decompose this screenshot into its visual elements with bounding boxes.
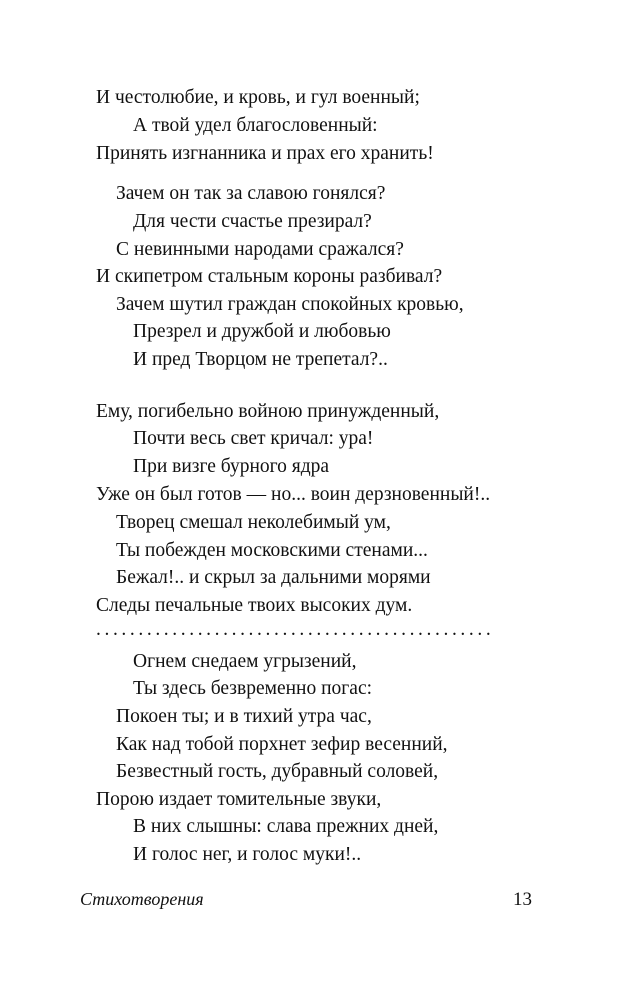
poem-line: Презрел и дружбой и любовью (133, 321, 391, 342)
poem-line: Следы печальные твоих высоких дум. (96, 595, 413, 616)
poem-line: Безвестный гость, дубравный соловей, (116, 761, 439, 782)
poem-line: И пред Творцом не трепетал?.. (133, 349, 388, 370)
poem-line: И скипетром стальным короны разбивал? (96, 266, 443, 287)
poem-line: И голос нег, и голос муки!.. (133, 844, 362, 865)
page-number: 13 (513, 889, 532, 910)
poem-line: Принять изгнанника и прах его хранить! (96, 143, 434, 164)
poem-line: Ты здесь безвременно погас: (133, 678, 373, 699)
poem-line: Покоен ты; и в тихий утра час, (116, 706, 372, 727)
poem-line: При визге бурного ядра (133, 456, 330, 477)
poem-line: Зачем он так за славою гонялся? (116, 183, 386, 204)
poem-line: Огнем снедаем угрызений, (133, 651, 357, 672)
running-footer-title: Стихотворения (80, 889, 204, 909)
poem-line: Для чести счастье презирал? (133, 211, 372, 232)
poem-line: И честолюбие, и кровь, и гул военный; (96, 87, 420, 108)
poem-line: С невинными народами сражался? (116, 239, 404, 260)
poem-line: Зачем шутил граждан спокойных кровью, (116, 294, 464, 315)
poem-line: Порою издает томительные звуки, (96, 789, 382, 810)
poem-line: Ему, погибельно войною принужденный, (96, 401, 440, 422)
poem-line: В них слышны: слава прежних дней, (133, 816, 439, 837)
poem-line: Почти весь свет кричал: ура! (133, 428, 374, 449)
poem-line: Как над тобой порхнет зефир весенний, (116, 734, 448, 755)
poem-line: Творец смешал неколебимый ум, (116, 512, 391, 533)
stanza-separator: ............................................... (96, 619, 495, 640)
poem-line: Ты побежден московскими стенами... (116, 540, 428, 561)
poem-line: Уже он был готов — но... воин дерзновенный!.. (96, 484, 491, 505)
poem-line: Бежал!.. и скрыл за дальними морями (116, 567, 431, 588)
poem-line: А твой удел благословенный: (133, 115, 378, 136)
